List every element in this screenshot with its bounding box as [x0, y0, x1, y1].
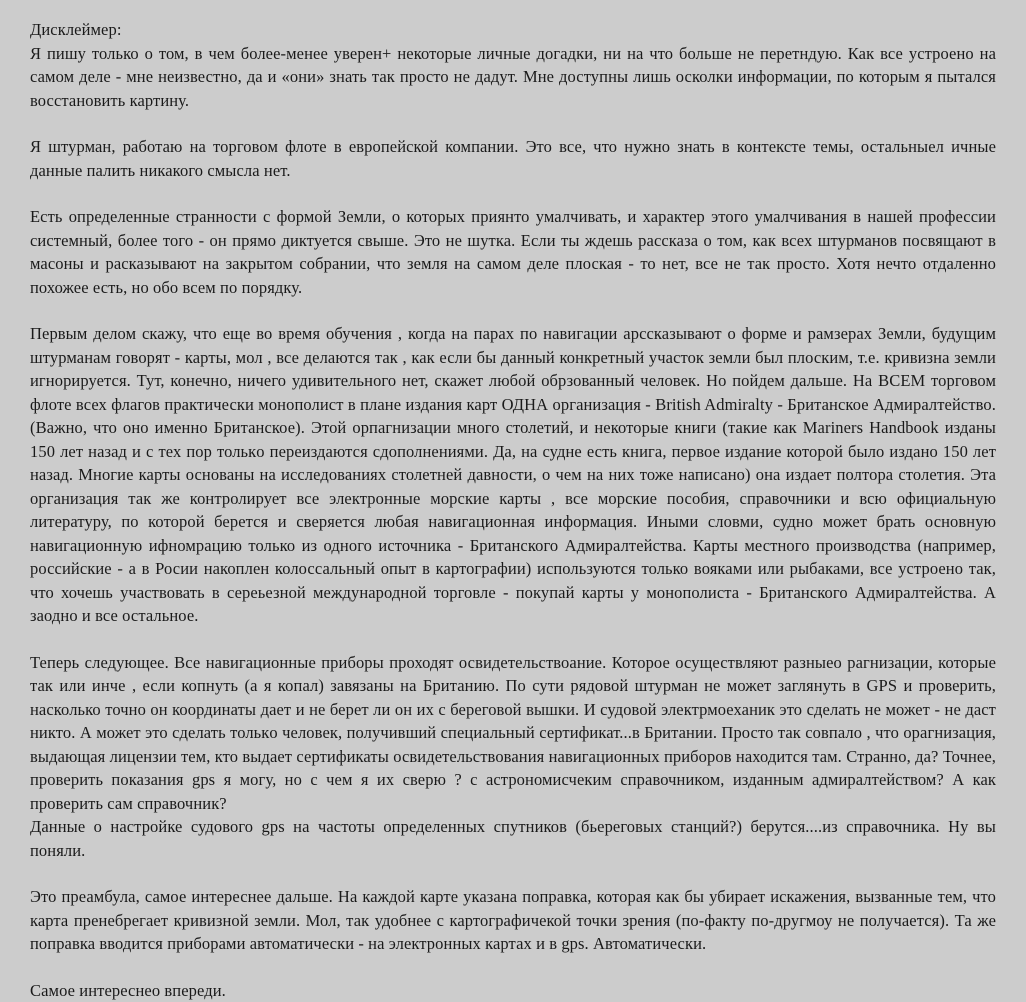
paragraph-gap [30, 182, 996, 205]
earth-shape-oddities-paragraph: Есть определенные странности с формой Земли, о которых приянто умалчивать, и характер этого умалчивания в нашей профессии системный, более того - он прямо диктуется свыше. Это не шутка. Если ты ждешь рассказа о том, как всех штурманов посвящают в масоны и расказывают на закрытом собрании, что земля на самом деле плоская - то нет, все не так просто. Хотя нечто отдаленно похожее есть, но обо всем по порядку. [30, 205, 996, 299]
paragraph-gap [30, 862, 996, 885]
paragraph-gap [30, 299, 996, 322]
paragraph-gap [30, 112, 996, 135]
document-body [30, 18, 996, 1002]
instrument-certification-paragraph: Теперь следующее. Все навигационные приборы проходят освидетельствоание. Которое осуществляют разныео рагнизации, которые так или инче , если копнуть (а я копал) завязаны на Британию. По сути рядовой штурман не может заглянуть в GPS и проверить, насколько точно он координаты дает и не берет ли он их с береговой вышки. И судовой электрмоеханик это сделать не может - не даст никто. А может это сделать толькo человек, получивший специальный сертификат...в Британии. Просто так совпало , что орагнизация, выдающая лицензии тем, кто выдает сертификаты освидетельствования навигационных приборов находится там. Странно, да? Точнее, проверить показания gps я могу, но с чем я их сверю ? с астрономисчеким справочником, изданным адмиралтейством? А как проверить сам справочник? [30, 651, 996, 816]
chart-correction-paragraph: Это преамбула, самое интереснее дальше. На каждой карте указана поправка, которая как бы убирает искажения, вызванные тем, что карта пренебрегает кривизной земли. Мол, так удобнее с картографичекой точки зрения (по-факту по-другмоу не получается). Та же поправка вводится приборами автоматически - на электронных картах и в gps. Автоматически. [30, 885, 996, 956]
admiralty-monopoly-paragraph: Первым делом скажу, что еще во время обучения , когда на парах по навигации арссказывают о форме и рамзерах Земли, будущим штурманам говорят - карты, мол , все делаются так , как если бы данный конкретный участок земли был плоским, т.е. кривизна земли игнорируется. Тут, конечно, ничего удивительного нет, скажет любой обрзованный человек. Но пойдем дальше. На ВСЕМ торговом флоте всех флагов практически монополист в плане издания карт ОДНА организация - British Admiralty - Британское Адмиралтейство. (Важно, что оно именно Британское). Этой орпагнизации много столетий, и некоторые книги (такие как Mariners Handbook изданы 150 лет назад и с тех пор толькo переиздаются сдополнениями. Да, на судне есть книга, первое издание которой было издано 150 лет назад. Многие карты основаны на исследованиях столетней давности, о чем на них тоже написано) она издает полтора столетия. Эта организация так же контролирует все электронные морские карты , все морские пособия, справочники и всю официальную литературу, по которой берется и сверяется любая навигационная информация. Иными словми, судно может брать основную навигационную ифномрацию только из одного источника - Британского Адмиралтейства. Карты местного производства (например, российские - а в Росии накоплен колоссальный опыт в картографии) используются только вояками или рыбаками, все устроено так, что хочешь участвовать в сереьезной международной торговле - покупай карты у монополиста - Британского Адмиралтейства. А заодно и все остальное. [30, 322, 996, 628]
paragraph-gap [30, 956, 996, 979]
paragraph-gap [30, 628, 996, 651]
gps-settings-paragraph: Данные о настройке судового gps на частоты определенных спутников (бьерeговых станций?) берутся....из справочника. Ну вы поняли. [30, 815, 996, 862]
disclaimer-heading: Дисклеймер: [30, 18, 996, 42]
closing-paragraph: Самое интереснео впереди. [30, 979, 996, 1002]
disclaimer-paragraph: Я пишу только о том, в чем более-менее уверен+ некоторые личные догадки, ни на что больше не перетндую. Как все устроено на самом деле - мне неизвестно, да и «они» знать так просто не дадут. Мне доступны лишь осколки информации, по которым я пытался восстановить картину. [30, 42, 996, 113]
about-author-paragraph: Я штурман, работаю на торговом флоте в европейской компании. Это все, что нужно знать в контексте темы, остальныел ичные данные палить никакого смысла нет. [30, 135, 996, 182]
